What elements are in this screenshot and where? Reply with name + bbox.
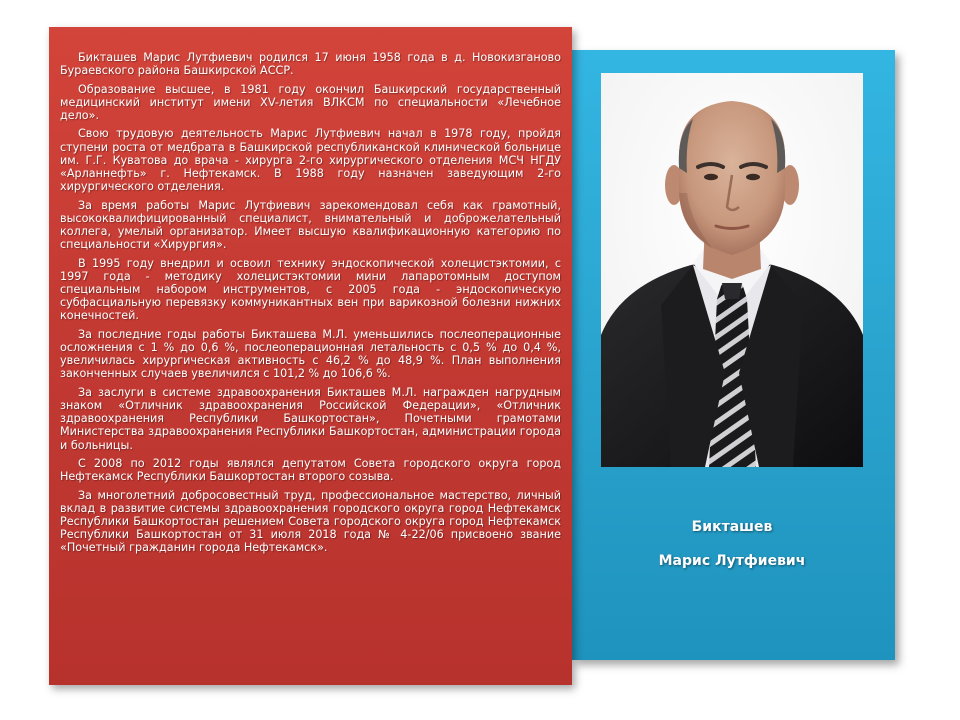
- person-first-and-middle-name: Марис Лутфиевич: [658, 553, 806, 569]
- bio-paragraph-results: За последние годы работы Бикташева М.Л. уменьшились послеоперационные осложнения с 1 % до 0,6 %, послеоперационная летальность с 0,5 % до 0,4 %, увеличилась хирургическая активность с 46,2 % до 48,9 %. План выполнения законченных случаев увеличился с 101,2 % до 106,6 %.: [60, 327, 561, 381]
- bio-paragraph-birth: Бикташев Марис Лутфиевич родился 17 июня 1958 года в д. Новокизганово Бураевского района Башкирской АССР.: [60, 51, 561, 78]
- bio-paragraph-honorary-citizen: За многолетний добросовестный труд, профессиональное мастерство, личный вклад в развитие системы здравоохранения городского округа город Нефтекамск Республики Башкортостан решением Совета городского округа город Нефтекамск Республики Башкортостан от 31 июля 2018 года № 4-22/06 присвоено звание «Почетный гражданин города Нефтекамск».: [60, 488, 561, 555]
- portrait-photo: [601, 73, 863, 467]
- bio-paragraph-techniques: В 1995 году внедрил и освоил технику эндоскопической холецистэктомии, с 1997 года - методику холецистэктомии мини лапаротомным доступом специальным набором инструментов, с 2005 года - эндоскопическую субфасциальную перевязку коммуникантных вен при варикозной болезни нижних конечностей.: [60, 256, 561, 323]
- bio-paragraph-career: Свою трудовую деятельность Марис Лутфиевич начал в 1978 году, пройдя ступени роста от медбрата в Башкирской республиканской клинической больнице им. Г.Г. Куватова до врача - хирурга 2-го хирургического отделения МСЧ НГДУ «Арланнефть» г. Нефтекамск. В 1988 году назначен заведующим 2-го хирургического отделения.: [60, 127, 561, 194]
- bio-paragraph-education: Образование высшее, в 1981 году окончил Башкирский государственный медицинский институт имени XV-летия ВЛКСМ по специальности «Лечебное дело».: [60, 82, 561, 122]
- bio-paragraph-awards: За заслуги в системе здравоохранения Бикташев М.Л. награжден нагрудным знаком «Отличник здравоохранения Российской Федерации», «Отличник здравоохранения Республики Башкортостан», Почетными грамотами Министерства здравоохранения Республики Башкортостан, администрации города и больницы.: [60, 385, 561, 452]
- portrait-image: [601, 73, 863, 467]
- bio-paragraph-deputy: С 2008 по 2012 годы являлся депутатом Совета городского округа город Нефтекамск Республики Башкортостан второго созыва.: [60, 457, 561, 484]
- biography-text: [60, 51, 561, 560]
- bio-paragraph-qualification: За время работы Марис Лутфиевич зарекомендовал себя как грамотный, высококвалифицированный специалист, внимательный и доброжелательный коллега, умелый организатор. Имеет высшую квалификационную категорию по специальности «Хирургия».: [60, 198, 561, 252]
- person-surname: Бикташев: [691, 519, 773, 535]
